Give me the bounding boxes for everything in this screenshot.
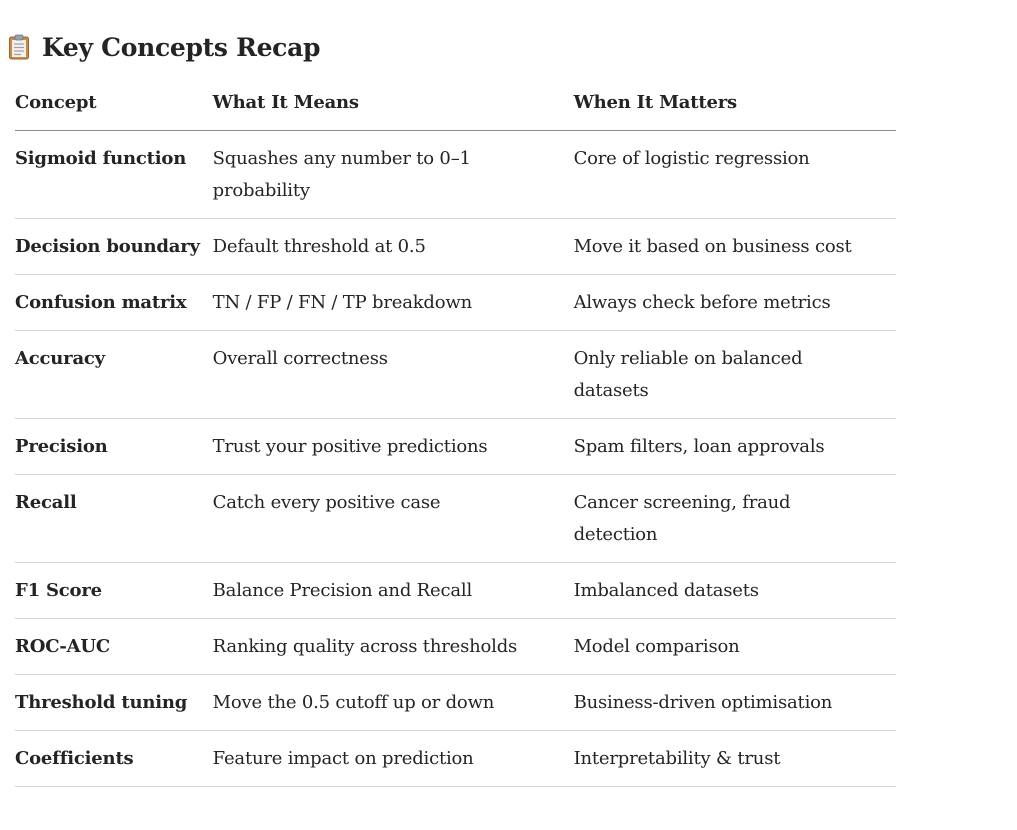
header-concept: Concept <box>15 76 213 130</box>
meaning-cell: Trust your positive predictions <box>213 418 574 474</box>
concept-cell: Coefficients <box>15 730 213 786</box>
when-cell: Business-driven optimisation <box>574 674 896 730</box>
meaning-cell: TN / FP / FN / TP breakdown <box>213 274 574 330</box>
table-row <box>15 730 896 786</box>
when-cell: Core of logistic regression <box>574 130 896 218</box>
when-cell: Cancer screening, fraud detection <box>574 474 896 562</box>
concept-cell: ROC-AUC <box>15 618 213 674</box>
meaning-cell: Ranking quality across thresholds <box>213 618 574 674</box>
concept-cell: Threshold tuning <box>15 674 213 730</box>
meaning-cell: Overall correctness <box>213 330 574 418</box>
when-cell: Only reliable on balanced datasets <box>574 330 896 418</box>
clipboard-icon <box>8 30 34 64</box>
meaning-cell: Balance Precision and Recall <box>213 562 574 618</box>
section-heading <box>8 30 320 64</box>
meaning-cell: Feature impact on prediction <box>213 730 574 786</box>
table-header-row <box>15 76 896 130</box>
table-row <box>15 418 896 474</box>
table-row <box>15 218 896 274</box>
when-cell: Spam filters, loan approvals <box>574 418 896 474</box>
table-row <box>15 674 896 730</box>
concept-cell: Sigmoid function <box>15 130 213 218</box>
table-row <box>15 474 896 562</box>
meaning-cell: Move the 0.5 cutoff up or down <box>213 674 574 730</box>
when-cell: Always check before metrics <box>574 274 896 330</box>
concept-cell: Accuracy <box>15 330 213 418</box>
concept-cell: Decision boundary <box>15 218 213 274</box>
table-row <box>15 274 896 330</box>
concept-cell: Precision <box>15 418 213 474</box>
section-title: Key Concepts Recap <box>42 32 321 62</box>
concept-cell: F1 Score <box>15 562 213 618</box>
table-row <box>15 562 896 618</box>
meaning-cell: Squashes any number to 0–1 probability <box>213 130 574 218</box>
concept-cell: Recall <box>15 474 213 562</box>
concepts-table <box>15 76 896 787</box>
when-cell: Interpretability & trust <box>574 730 896 786</box>
when-cell: Model comparison <box>574 618 896 674</box>
meaning-cell: Default threshold at 0.5 <box>213 218 574 274</box>
table-row <box>15 130 896 218</box>
concept-cell: Confusion matrix <box>15 274 213 330</box>
when-cell: Move it based on business cost <box>574 218 896 274</box>
table-row <box>15 330 896 418</box>
table-row <box>15 618 896 674</box>
meaning-cell: Catch every positive case <box>213 474 574 562</box>
when-cell: Imbalanced datasets <box>574 562 896 618</box>
header-what-it-means: What It Means <box>213 76 574 130</box>
header-when-it-matters: When It Matters <box>574 76 896 130</box>
